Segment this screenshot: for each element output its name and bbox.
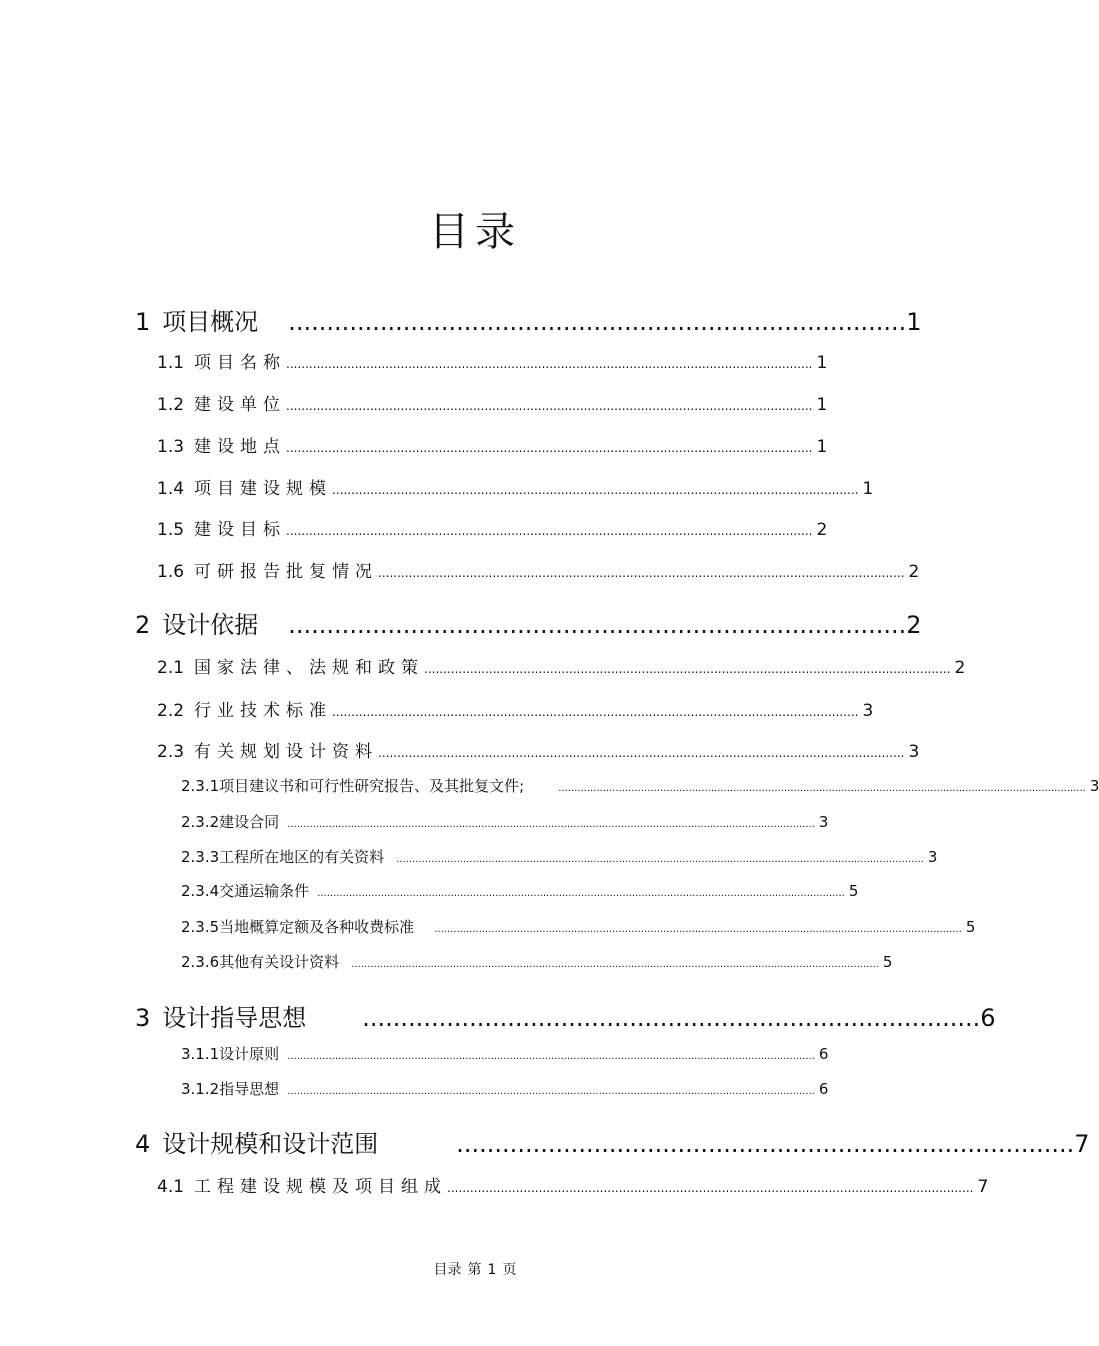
dot-leader: .................................................................................: [362, 1004, 981, 1032]
dot-leader: ..........................................................................................................................................: [332, 705, 859, 719]
toc-entry-2[interactable]: [135, 605, 922, 640]
toc-number: 3.1.1: [181, 1045, 220, 1063]
toc-title: 指导思想: [219, 1080, 280, 1098]
toc-title: 建设地点: [194, 437, 287, 457]
dot-leader: ......................................................................................................................................................................: [317, 888, 845, 899]
toc-title: 项目概况: [162, 308, 259, 336]
dot-leader: ..........................................................................................................................................: [286, 357, 813, 371]
dot-leader: ..........................................................................................................................................: [286, 441, 813, 455]
dot-leader: ..........................................................................................................................................: [378, 746, 905, 760]
toc-page: 1: [816, 353, 828, 373]
toc-number: 2.3.1: [181, 777, 220, 795]
toc-entry-1-3[interactable]: [157, 432, 828, 457]
toc-entry-2-2[interactable]: [157, 696, 874, 721]
toc-title: 有关规划设计资料: [194, 742, 379, 762]
toc-entry-4-1[interactable]: [157, 1172, 989, 1197]
toc-page: 6: [980, 1004, 996, 1032]
toc-entry-2-3-6[interactable]: [181, 951, 893, 972]
toc-title: 设计依据: [162, 611, 259, 639]
toc-page: 6: [818, 1045, 829, 1063]
toc-title: 可研报告批复情况: [194, 562, 379, 582]
toc-entry-2-3[interactable]: [157, 737, 920, 762]
toc-entry-1-2[interactable]: [157, 390, 828, 415]
toc-page: 1: [816, 437, 828, 457]
toc-page: 2: [816, 520, 828, 540]
dot-leader: ..........................................................................................................................................: [286, 399, 813, 413]
toc-page: 3: [818, 813, 829, 831]
toc-title: 项目建议书和可行性研究报告、及其批复文件;: [219, 777, 525, 795]
toc-title: 建设合同: [219, 813, 280, 831]
toc-title: 项目名称: [194, 353, 287, 373]
page-footer: [0, 1259, 950, 1279]
toc-number: 1.5: [157, 520, 185, 540]
toc-entry-1[interactable]: [135, 302, 922, 337]
toc-number: 4.1: [157, 1177, 185, 1197]
toc-title: 国家法律、法规和政策: [194, 658, 425, 678]
dot-leader: ......................................................................................................................................................................: [558, 783, 1086, 794]
toc-number: 2.3: [157, 742, 185, 762]
dot-leader: ......................................................................................................................................................................: [287, 819, 815, 830]
toc-page: 7: [977, 1177, 989, 1197]
footer-prefix: 第: [467, 1262, 482, 1278]
toc-entry-2-3-2[interactable]: [181, 811, 829, 832]
toc-page: 7: [1074, 1130, 1090, 1158]
dot-leader: ..........................................................................................................................................: [424, 662, 951, 676]
toc-page: 3: [1089, 777, 1099, 795]
toc-number: 1: [135, 308, 151, 336]
dot-leader: .................................................................................: [456, 1130, 1075, 1158]
toc-title: 当地概算定额及各种收费标准: [219, 918, 415, 936]
dot-leader: .................................................................................: [288, 308, 907, 336]
toc-number: 3: [135, 1004, 151, 1032]
dot-leader: ......................................................................................................................................................................: [351, 959, 879, 970]
toc-entry-2-1[interactable]: [157, 653, 966, 678]
toc-page: 5: [848, 882, 859, 900]
dot-leader: ..........................................................................................................................................: [286, 524, 813, 538]
toc-entry-3[interactable]: [135, 998, 996, 1033]
dot-leader: ..........................................................................................................................................: [332, 483, 859, 497]
toc-entry-2-3-4[interactable]: [181, 880, 859, 901]
toc-title: 工程建设规模及项目组成: [194, 1177, 448, 1197]
toc-title: 行业技术标准: [194, 701, 333, 721]
toc-entry-2-3-1[interactable]: [181, 775, 1099, 796]
toc-page: 3: [862, 701, 874, 721]
toc-entry-3-1-1[interactable]: [181, 1043, 829, 1064]
footer-suffix: 页: [502, 1262, 517, 1278]
toc-page: 1: [906, 308, 922, 336]
toc-title: 其他有关设计资料: [219, 953, 340, 971]
toc-entry-1-4[interactable]: [157, 474, 874, 499]
toc-entry-1-1[interactable]: [157, 348, 828, 373]
toc-number: 2.2: [157, 701, 185, 721]
toc-number: 4: [135, 1130, 151, 1158]
toc-title: 建设目标: [194, 520, 287, 540]
toc-entry-2-3-3[interactable]: [181, 846, 938, 867]
toc-page: 6: [818, 1080, 829, 1098]
toc-page: 5: [965, 918, 976, 936]
toc-number: 2.1: [157, 658, 185, 678]
toc-number: 2.3.3: [181, 848, 220, 866]
toc-number: 2.3.4: [181, 882, 220, 900]
toc-page: 2: [954, 658, 966, 678]
toc-page: 1: [862, 479, 874, 499]
toc-page: 3: [927, 848, 938, 866]
footer-section: 目录: [433, 1262, 462, 1278]
toc-title: 建设单位: [194, 395, 287, 415]
toc-page: 1: [816, 395, 828, 415]
dot-leader: ......................................................................................................................................................................: [287, 1051, 815, 1062]
footer-page-number: 1: [487, 1262, 497, 1278]
toc-title: 设计规模和设计范围: [162, 1130, 379, 1158]
toc-entry-1-6[interactable]: [157, 557, 920, 582]
toc-number: 2: [135, 611, 151, 639]
toc-page: 3: [908, 742, 920, 762]
toc-number: 1.3: [157, 437, 185, 457]
dot-leader: ......................................................................................................................................................................: [434, 924, 962, 935]
toc-number: 1.4: [157, 479, 185, 499]
dot-leader: .................................................................................: [288, 611, 907, 639]
toc-entry-4[interactable]: [135, 1124, 1090, 1159]
dot-leader: ......................................................................................................................................................................: [287, 1086, 815, 1097]
toc-title: 项目建设规模: [194, 479, 333, 499]
toc-page: 5: [882, 953, 893, 971]
toc-number: 2.3.2: [181, 813, 220, 831]
dot-leader: ..........................................................................................................................................: [378, 566, 905, 580]
toc-page: 2: [906, 611, 922, 639]
toc-number: 2.3.5: [181, 918, 220, 936]
toc-title: 设计指导思想: [162, 1004, 307, 1032]
toc-page: 2: [908, 562, 920, 582]
toc-title: 工程所在地区的有关资料: [219, 848, 385, 866]
toc-entry-1-5[interactable]: [157, 515, 828, 540]
toc-number: 1.1: [157, 353, 185, 373]
toc-entry-3-1-2[interactable]: [181, 1078, 829, 1099]
dot-leader: ......................................................................................................................................................................: [396, 854, 924, 865]
toc-number: 1.2: [157, 395, 185, 415]
toc-number: 3.1.2: [181, 1080, 220, 1098]
toc-title: 设计原则: [219, 1045, 280, 1063]
toc-number: 1.6: [157, 562, 185, 582]
page-title: 目录: [429, 209, 521, 255]
dot-leader: ..........................................................................................................................................: [447, 1181, 974, 1195]
toc-number: 2.3.6: [181, 953, 220, 971]
toc-title: 交通运输条件: [219, 882, 310, 900]
toc-entry-2-3-5[interactable]: [181, 916, 976, 937]
